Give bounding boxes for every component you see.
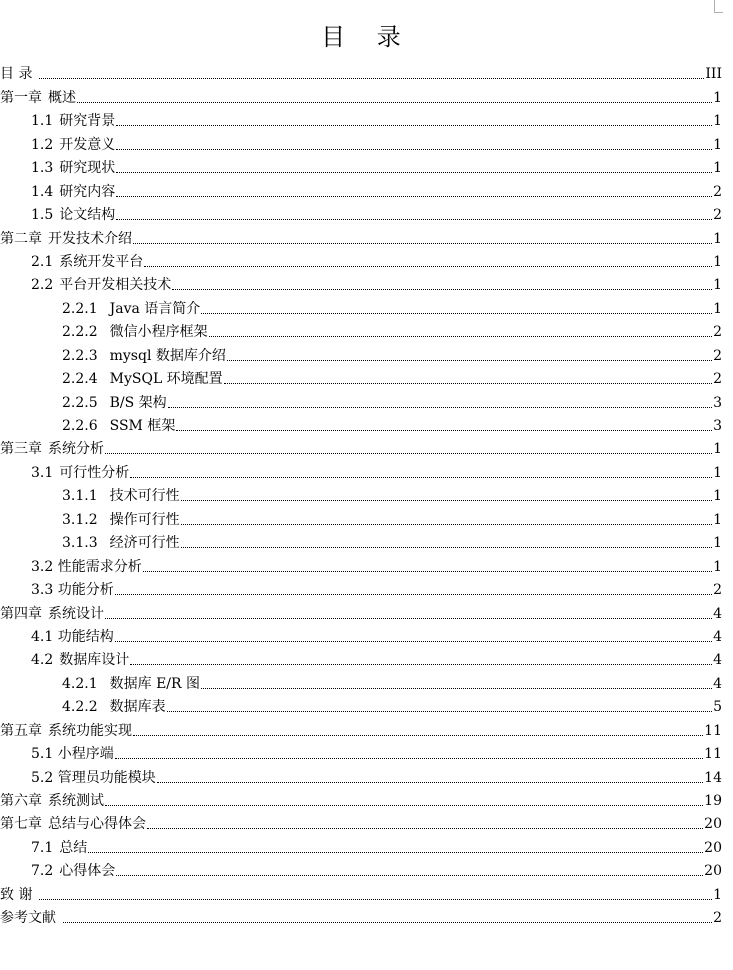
toc-entry-text: 开发意义: [59, 136, 116, 153]
toc-entry-text: 系统测试: [48, 793, 104, 809]
dot-leader: [224, 383, 712, 384]
dot-leader: [176, 430, 712, 431]
toc-entry-number: 1.4: [31, 183, 54, 200]
toc-entry-number: 第一章: [0, 89, 42, 106]
toc-entry-page: 4: [713, 652, 722, 669]
toc-entry[interactable]: [0, 552, 722, 575]
toc-entry-page: 1: [713, 464, 722, 481]
dot-leader: [39, 899, 712, 900]
toc-entry-text: 总结: [59, 839, 88, 856]
dot-leader: [115, 641, 712, 642]
toc-entry-page: 19: [704, 793, 722, 809]
toc-entry-text: Java 语言简介: [109, 300, 201, 317]
toc-entry-number: 参考文献: [0, 910, 56, 927]
dot-leader: [143, 571, 712, 572]
dot-leader: [172, 289, 712, 290]
toc-entry[interactable]: [0, 130, 722, 153]
toc-entry-text: 可行性分析: [59, 464, 130, 481]
toc-entry-page: 1: [713, 89, 722, 106]
toc-entry-page: 1: [713, 253, 722, 270]
dot-leader: [181, 524, 712, 525]
toc-entry-number: 2.1: [31, 253, 54, 270]
dot-leader: [168, 407, 712, 408]
toc-entry-text: 系统设计: [48, 605, 104, 622]
dot-leader: [181, 500, 712, 501]
dot-leader: [115, 594, 712, 595]
toc-entry-text: 操作可行性: [109, 511, 180, 528]
toc-entry-number: 目 录: [0, 66, 33, 83]
toc-entry[interactable]: [0, 271, 722, 294]
toc-entry[interactable]: [0, 388, 722, 411]
toc-entry-text: 平台开发相关技术: [59, 277, 172, 294]
toc-entry-text: 系统开发平台: [59, 253, 144, 270]
toc-entry[interactable]: [0, 810, 722, 833]
dot-leader: [157, 782, 703, 783]
toc-entry-number: 7.2: [31, 863, 54, 880]
toc-entry[interactable]: [0, 248, 722, 271]
toc-entry[interactable]: [0, 107, 722, 130]
toc-entry-page: 1: [713, 277, 722, 294]
toc-entry-page: 2: [713, 207, 722, 224]
toc-entry-text: 研究内容: [59, 183, 116, 200]
toc-entry-page: 1: [713, 558, 722, 575]
toc-entry[interactable]: [0, 341, 722, 364]
toc-entry-text: B/S 架构: [109, 394, 167, 411]
toc-entry[interactable]: [0, 576, 722, 599]
toc-entry[interactable]: [0, 201, 722, 224]
dot-leader: [144, 266, 712, 267]
toc-entry[interactable]: [0, 505, 722, 528]
toc-entry-text: 研究现状: [59, 160, 116, 177]
toc-entry-number: 3.1.1: [62, 488, 98, 505]
toc-entry-number: 1.2: [31, 136, 54, 153]
dot-leader: [116, 875, 703, 876]
toc-entry[interactable]: [0, 904, 722, 927]
toc-entry-text: 开发技术介绍: [48, 230, 132, 247]
page-corner-mark: [714, 0, 723, 13]
toc-entry-number: 1.5: [31, 207, 54, 224]
toc-entry-text: 系统功能实现: [48, 722, 132, 739]
toc-entry-text: 概述: [48, 89, 76, 106]
dot-leader: [115, 758, 703, 759]
toc-entry[interactable]: [0, 177, 722, 200]
toc-entry-number: 第四章: [0, 605, 42, 622]
dot-leader: [167, 711, 712, 712]
toc-entry-number: 致 谢: [0, 886, 33, 903]
toc-entry-text: 心得体会: [59, 863, 116, 880]
dot-leader: [63, 922, 712, 923]
toc-entry-text: SSM 框架: [109, 418, 176, 434]
dot-leader: [147, 828, 703, 829]
dot-leader: [181, 547, 712, 548]
toc-entry-page: 1: [713, 886, 722, 903]
toc-entry[interactable]: [0, 740, 722, 763]
toc-entry-page: 1: [713, 160, 722, 177]
toc-entry-page: 1: [713, 488, 722, 505]
toc-entry-text: 数据库设计: [59, 652, 130, 669]
dot-leader: [209, 336, 712, 337]
dot-leader: [88, 852, 703, 853]
toc-entry-text: 5.1 小程序端: [31, 746, 114, 763]
dot-leader: [116, 172, 712, 173]
dot-leader: [105, 453, 712, 454]
toc-entry-text: 研究背景: [59, 113, 116, 130]
toc-entry-number: 2.2.2: [62, 324, 98, 341]
toc-entry-text: 5.2 管理员功能模块: [31, 769, 156, 786]
toc-entry[interactable]: [0, 154, 722, 177]
toc-entry-page: 4: [713, 675, 722, 692]
toc-entry-page: 1: [713, 535, 722, 552]
toc-entry[interactable]: [0, 623, 722, 646]
toc-entry-text: 论文结构: [59, 207, 116, 224]
toc-entry-number: 第六章: [0, 793, 42, 809]
toc-entry-page: 20: [704, 816, 722, 833]
toc-entry-number: 第七章: [0, 816, 42, 833]
toc-entry-text: 微信小程序框架: [109, 324, 208, 341]
toc-entry-text: 总结与心得体会: [48, 816, 146, 833]
dot-leader: [133, 735, 703, 736]
toc-entry-text: MySQL 环境配置: [109, 371, 223, 388]
toc-entry[interactable]: [0, 529, 722, 552]
dot-leader: [116, 219, 712, 220]
table-of-contents: [0, 60, 722, 927]
toc-entry-text: 3.3 功能分析: [31, 582, 114, 599]
dot-leader: [227, 360, 712, 361]
toc-entry[interactable]: [0, 693, 722, 716]
toc-entry[interactable]: [0, 365, 722, 388]
dot-leader: [130, 477, 712, 478]
toc-entry-page: 11: [704, 722, 722, 739]
toc-entry-page: 2: [713, 324, 722, 341]
toc-entry-text: mysql 数据库介绍: [109, 347, 226, 364]
toc-entry[interactable]: [0, 412, 722, 435]
toc-entry-number: 第三章: [0, 441, 42, 458]
toc-entry-text: 系统分析: [48, 441, 104, 458]
dot-leader: [105, 805, 703, 806]
toc-entry-page: 2: [713, 371, 722, 388]
toc-entry-number: 1.3: [31, 160, 54, 177]
toc-entry-number: 3.1: [31, 464, 54, 481]
toc-entry-page: 1: [713, 113, 722, 130]
toc-entry[interactable]: [0, 857, 722, 880]
toc-entry-page: 2: [713, 910, 722, 927]
dot-leader: [116, 196, 712, 197]
toc-entry[interactable]: [0, 435, 722, 458]
toc-title: 目 录: [321, 23, 413, 51]
toc-entry[interactable]: [0, 83, 722, 106]
toc-entry-page: 2: [713, 582, 722, 599]
toc-entry-page: 1: [713, 300, 722, 317]
toc-entry-page: III: [705, 66, 722, 83]
dot-leader: [77, 102, 712, 103]
toc-entry[interactable]: [0, 294, 722, 317]
toc-entry-text: 经济可行性: [109, 535, 180, 552]
toc-entry-page: 1: [713, 136, 722, 153]
toc-entry-page: 4: [713, 605, 722, 622]
toc-entry[interactable]: [0, 482, 722, 505]
toc-entry-number: 第二章: [0, 230, 42, 247]
toc-entry[interactable]: [0, 833, 722, 856]
dot-leader: [133, 243, 712, 244]
toc-entry-number: 2.2.5: [62, 394, 98, 411]
toc-entry[interactable]: [0, 318, 722, 341]
toc-entry-text: 4.1 功能结构: [31, 628, 114, 645]
toc-entry-page: 2: [713, 347, 722, 364]
toc-entry[interactable]: [0, 763, 722, 786]
toc-entry-number: 3.1.3: [62, 535, 98, 552]
dot-leader: [201, 313, 712, 314]
toc-entry-number: 1.1: [31, 113, 54, 130]
toc-entry-number: 3.1.2: [62, 511, 98, 528]
dot-leader: [116, 149, 712, 150]
toc-entry[interactable]: [0, 599, 722, 622]
toc-entry-number: 7.1: [31, 839, 54, 856]
dot-leader: [105, 618, 712, 619]
toc-entry-page: 11: [704, 746, 722, 763]
dot-leader: [201, 688, 712, 689]
toc-entry[interactable]: [0, 880, 722, 903]
toc-entry[interactable]: [0, 60, 722, 83]
toc-entry-page: 14: [704, 769, 722, 786]
toc-entry-number: 第五章: [0, 722, 42, 739]
toc-entry-number: 2.2.6: [62, 418, 98, 434]
toc-entry-text: 3.2 性能需求分析: [31, 558, 142, 575]
dot-leader: [116, 125, 712, 126]
toc-entry[interactable]: [0, 646, 722, 669]
toc-entry-text: 技术可行性: [109, 488, 180, 505]
dot-leader: [130, 664, 712, 665]
toc-entry[interactable]: [0, 716, 722, 739]
toc-entry-number: 2.2.1: [62, 300, 98, 317]
toc-entry-page: 1: [713, 511, 722, 528]
toc-entry-number: 4.2.2: [62, 699, 98, 716]
toc-entry[interactable]: [0, 669, 722, 692]
toc-entry[interactable]: [0, 458, 722, 481]
toc-entry-number: 4.2.1: [62, 675, 98, 692]
toc-entry-page: 2: [713, 183, 722, 200]
toc-entry-page: 20: [704, 863, 722, 880]
toc-entry-number: 2.2.3: [62, 347, 98, 364]
toc-entry-number: 4.2: [31, 652, 54, 669]
toc-entry-page: 3: [713, 418, 722, 434]
toc-entry-page: 5: [713, 699, 722, 716]
toc-entry-number: 2.2.4: [62, 371, 98, 388]
toc-entry-text: 数据库表: [109, 699, 166, 716]
toc-entry-text: 数据库 E/R 图: [109, 675, 201, 692]
toc-entry-number: 2.2: [31, 277, 54, 294]
toc-entry-page: 1: [713, 441, 722, 458]
toc-entry[interactable]: [0, 787, 722, 810]
dot-leader: [39, 78, 704, 79]
toc-entry[interactable]: [0, 224, 722, 247]
toc-entry-page: 4: [713, 628, 722, 645]
toc-entry-page: 20: [704, 839, 722, 856]
toc-entry-page: 3: [713, 394, 722, 411]
toc-entry-page: 1: [713, 230, 722, 247]
